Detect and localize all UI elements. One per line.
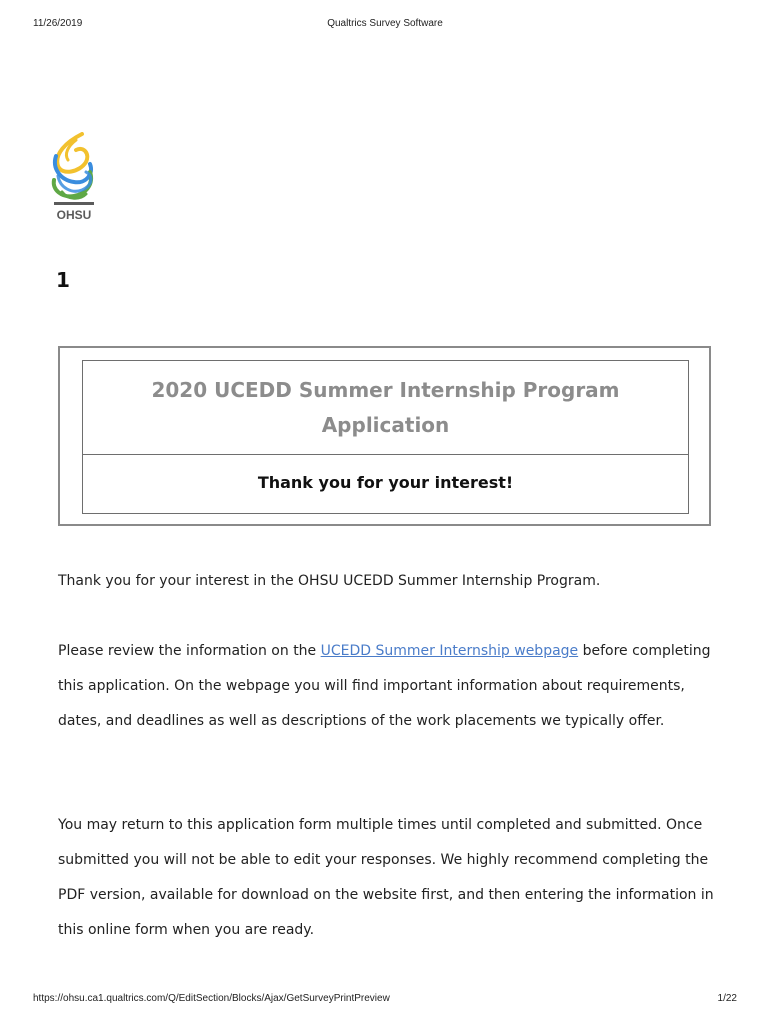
intro-paragraph-2 <box>58 634 718 739</box>
intro-inner-frame <box>82 360 689 514</box>
print-page-number: 1/22 <box>717 993 737 1004</box>
internship-webpage-link[interactable]: UCEDD Summer Internship webpage <box>320 643 579 659</box>
print-date: 11/26/2019 <box>33 18 83 29</box>
intro-divider <box>83 454 688 455</box>
ohsu-logo <box>46 132 102 224</box>
paragraph-2-text-end: before completing this application. On the webpage you will find important information about requirements, dates, and deadlines as well as descriptions of the work placements we typically offer. <box>58 643 711 729</box>
intro-paragraph-3: You may return to this application form multiple times until completed and submitted. Once submitted you will not be able to edit your responses. We highly recommend completing the PDF version, available for download on the website first, and then entering the information in this online form when you are ready. <box>58 817 714 938</box>
print-footer-url: https://ohsu.ca1.qualtrics.com/Q/EditSection/Blocks/Ajax/GetSurveyPrintPreview <box>33 993 390 1004</box>
intro-subtitle: Thank you for your interest! <box>257 473 514 492</box>
svg-text:OHSU: OHSU <box>56 208 92 222</box>
intro-title-line2: Application <box>321 413 450 437</box>
ohsu-logo-icon <box>46 132 102 224</box>
intro-paragraph-1: Thank you for your interest in the OHSU UCEDD Summer Internship Program. <box>58 573 601 589</box>
question-number: 1 <box>56 268 70 292</box>
paragraph-2-text-start: Please review the information on the <box>58 643 321 659</box>
intro-title-line1: 2020 UCEDD Summer Internship Program <box>151 378 620 402</box>
intro-title <box>83 373 688 443</box>
print-header-title: Qualtrics Survey Software <box>327 18 443 29</box>
